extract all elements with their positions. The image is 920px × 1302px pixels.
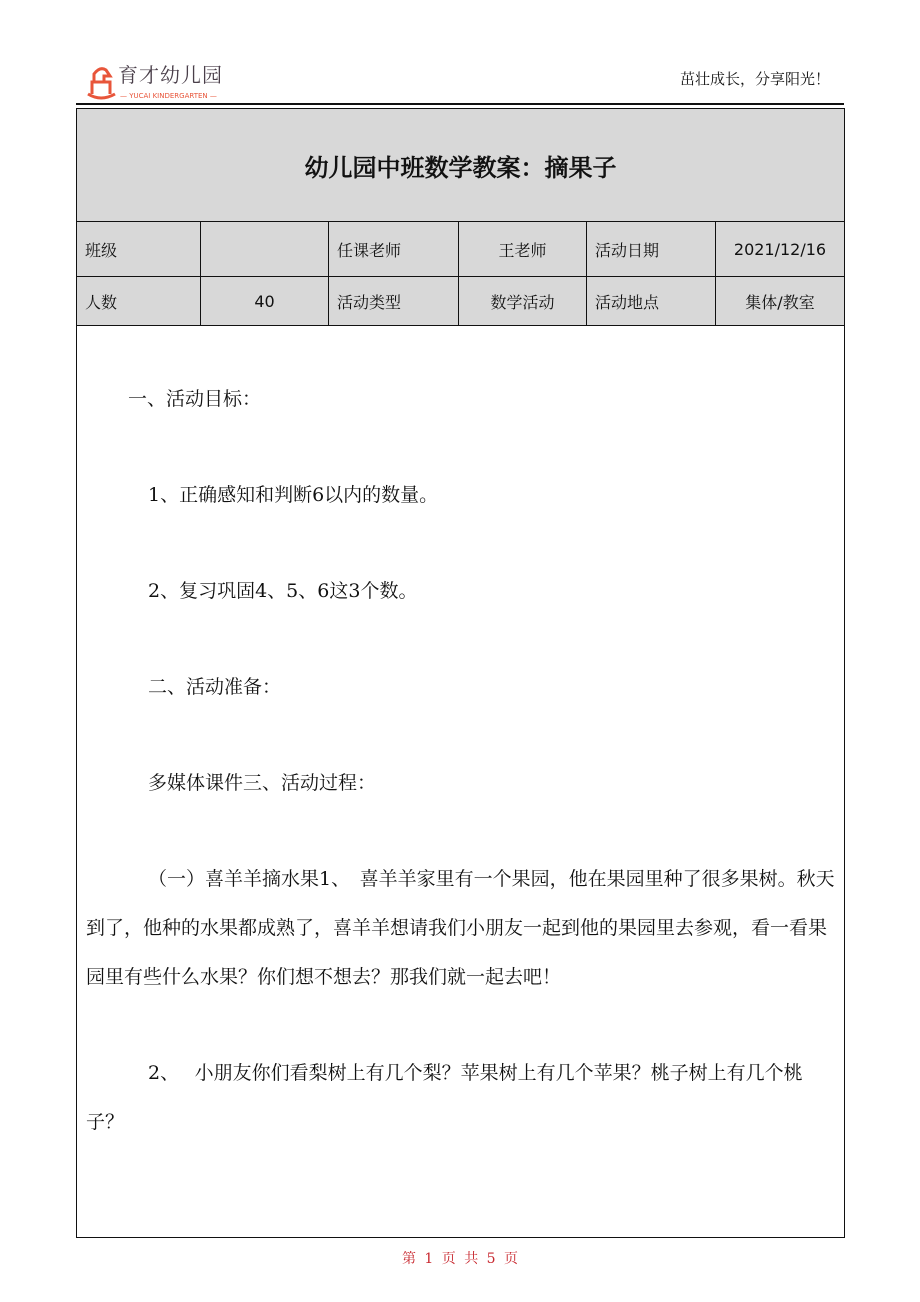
paragraph: 2、 小朋友你们看梨树上有几个梨？苹果树上有几个苹果？桃子树上有几个桃子？ — [86, 1062, 803, 1133]
label-class: 班级 — [77, 222, 201, 277]
value-type: 数学活动 — [459, 277, 587, 326]
page-number: 第 1 页 共 5 页 — [401, 1251, 519, 1267]
value-count: 40 — [201, 277, 329, 326]
header-divider — [76, 103, 844, 105]
logo-text: 育才幼儿园 — [118, 63, 223, 87]
value-class — [201, 222, 329, 277]
paragraph: 2、复习巩固4、5、6这3个数。 — [148, 580, 418, 602]
label-location: 活动地点 — [587, 277, 716, 326]
value-date: 2021/12/16 — [716, 222, 845, 277]
paragraph: 1、正确感知和判断6以内的数量。 — [148, 484, 439, 506]
logo — [84, 64, 254, 104]
paragraph: 多媒体课件三、活动过程： — [148, 772, 377, 794]
value-teacher: 王老师 — [459, 222, 587, 277]
content-cell — [77, 326, 845, 1238]
value-location: 集体/教室 — [716, 277, 845, 326]
lesson-plan-table — [76, 108, 845, 1238]
label-date: 活动日期 — [587, 222, 716, 277]
slogan: 茁壮成长，分享阳光！ — [679, 70, 830, 88]
label-teacher: 任课老师 — [329, 222, 459, 277]
label-type: 活动类型 — [329, 277, 459, 326]
label-count: 人数 — [77, 277, 201, 326]
rocking-horse-icon — [84, 64, 118, 100]
section-heading: 一、活动目标： — [128, 388, 262, 410]
logo-subtext: — YUCAI KINDERGARTEN — — [120, 92, 217, 100]
paragraph: （一）喜羊羊摘水果1、 喜羊羊家里有一个果园，他在果园里种了很多果树。秋天到了，他种的水果都成熟了，喜羊羊想请我们小朋友一起到他的果园里去参观，看一看果园里有些什么水果？你们想不想去？那我们就一起去吧！ — [86, 868, 835, 988]
section-heading: 二、活动准备： — [148, 676, 282, 698]
page-title: 幼儿园中班数学教案：摘果子 — [77, 109, 845, 222]
